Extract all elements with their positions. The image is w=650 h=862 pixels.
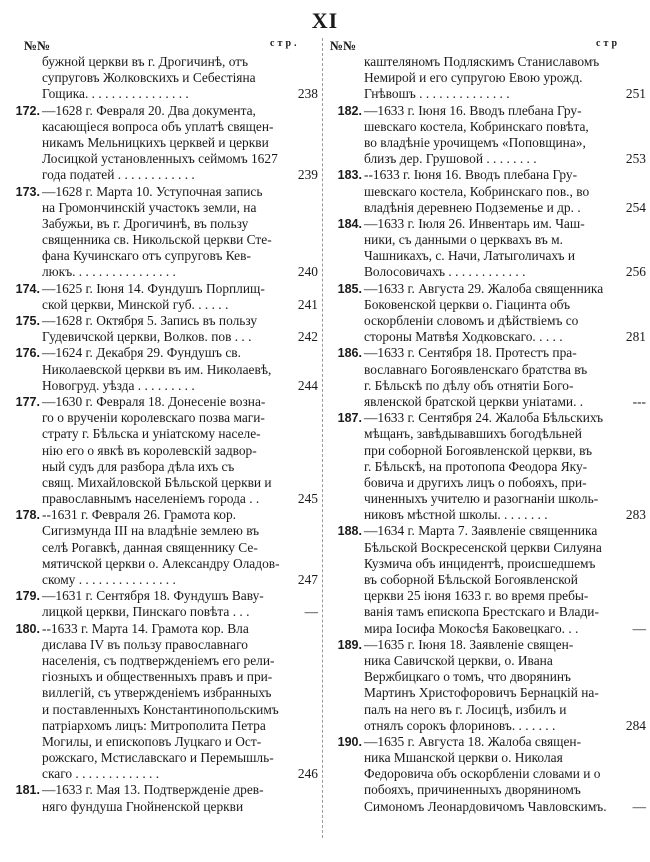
entry-line: Чашникахъ, с. Начи, Латыголичахъ и (364, 248, 576, 264)
entry-text (42, 54, 282, 103)
entry-line: и поставленныхъ Константинопольскимъ (42, 701, 279, 717)
entry-line: —1628 г. Марта 10. Уступочная запись (42, 183, 263, 199)
toc-entry (6, 507, 318, 588)
entry-number: 186. (337, 346, 362, 361)
entry-line: Федоровича объ оскорбленіи словами и о (364, 766, 601, 782)
entry-line: явленской братской церкви уніатами. . (364, 393, 584, 409)
toc-entry (328, 734, 646, 815)
entry-line: палъ на него въ г. Лосицѣ, избилъ и (364, 701, 567, 717)
right-page-header: стр (596, 38, 621, 49)
entry-line: стороны Матвѣя Ходковскаго. . . . . (364, 329, 563, 345)
entry-text (42, 313, 282, 345)
entry-line: никовъ мѣстной школы. . . . . . . . (364, 507, 548, 523)
entry-page-number: 256 (625, 264, 646, 280)
entry-line: Лосицкой установленныхъ сеймомъ 1627 (42, 151, 278, 167)
toc-entry (328, 216, 646, 281)
entry-text (42, 281, 282, 313)
entry-line: --1633 г. Марта 14. Грамота кор. Вла (42, 620, 249, 636)
entry-line: Вержбицкаго о томъ, что дворянинъ (364, 669, 571, 685)
entry-line: церкви 25 іюня 1633 г. во время пребы- (364, 588, 589, 604)
entry-page-number: 281 (625, 329, 646, 345)
entry-line: патріархомъ лицъ: Митрополита Петра (42, 717, 266, 733)
entry-line: Немирой и его супругою Евою урожд. (364, 70, 583, 86)
toc-entry (328, 54, 646, 103)
entry-line: скаго . . . . . . . . . . . . . (42, 766, 160, 782)
entry-number: 180. (15, 621, 40, 636)
entry-page-number: — (632, 620, 646, 636)
entry-line: Мартинъ Христофоровичъ Бернацкій на- (364, 685, 599, 701)
toc-entry (328, 345, 646, 410)
entry-line: ванія тамъ епископа Брестскаго и Влади- (364, 604, 599, 620)
entry-line: нію его о явкѣ въ королевскій задвор- (42, 442, 257, 458)
entry-number: 187. (337, 411, 362, 426)
toc-entry (328, 167, 646, 216)
left-page-header: стр. (270, 38, 300, 49)
toc-entry (6, 54, 318, 103)
toc-entry (6, 394, 318, 507)
entry-text (364, 637, 608, 734)
entry-number: 172. (15, 103, 40, 118)
entry-text (364, 54, 608, 103)
entry-line: скому . . . . . . . . . . . . . . . (42, 572, 176, 587)
entry-page-number: — (632, 798, 646, 814)
entry-line: люкъ. . . . . . . . . . . . . . . . (42, 264, 176, 280)
entry-line: Бѣльской Воскресенской церкви Силуяна (364, 539, 602, 555)
entry-line: супруговъ Жолковскихъ и Себестіяна (42, 70, 256, 86)
entry-line: —1633 г. Августа 29. Жалоба священника (364, 280, 604, 296)
entry-number: 183. (337, 168, 362, 183)
entry-number: 179. (15, 589, 40, 604)
entry-text (42, 184, 282, 281)
entry-line: шевскаго костела, Кобринскаго пов., во (364, 183, 590, 199)
entry-line: —1633 г. Мая 13. Подтвержденіе древ- (42, 782, 264, 798)
entry-number: 188. (337, 524, 362, 539)
entry-line: —1630 г. Февраля 18. Донесеніе возна- (42, 393, 266, 409)
entry-number: 184. (337, 216, 362, 231)
entry-number: 182. (337, 103, 362, 118)
entry-text (42, 621, 282, 783)
entry-line: ника Мшанской церкви о. Николая (364, 750, 563, 766)
entry-line: ской церкви, Минской губ. . . . . . (42, 296, 229, 312)
entry-text (364, 523, 608, 636)
entry-line: —1635 г. Августа 18. Жалоба священ- (364, 733, 582, 749)
entry-number: 189. (337, 637, 362, 652)
entry-line: ника Савичской церкви, о. Ивана (364, 652, 553, 668)
entry-number: 174. (15, 281, 40, 296)
toc-entry (6, 281, 318, 313)
entry-text (364, 103, 608, 168)
entry-line: Гудевичской церкви, Волков. пов . . . (42, 329, 252, 345)
toc-entry (6, 588, 318, 620)
entry-line: Боковенской церкви о. Гіацинта объ (364, 296, 571, 312)
entry-line: —1628 г. Октября 5. Запись въ пользу (42, 313, 258, 328)
entry-page-number: 247 (297, 571, 318, 587)
toc-entry (6, 782, 318, 814)
entry-line: Забужьи, въ г. Дрогичинѣ, въ пользу (42, 215, 249, 231)
entry-page-number: 251 (625, 86, 646, 102)
entry-line: го о врученіи королевскаго позва маги- (42, 410, 265, 426)
entry-line: свящ. Михайловской Бѣльской церкви и (42, 474, 272, 490)
entry-line: страту г. Бѣльска и уніатскому населе- (42, 426, 261, 442)
toc-entry (6, 345, 318, 394)
entry-text (42, 345, 282, 394)
entry-line: близъ дер. Грушовой . . . . . . . . (364, 151, 537, 167)
entry-number: 175. (15, 314, 40, 328)
entry-line: селѣ Рогавкѣ, данная священнику Се- (42, 539, 258, 555)
entry-line: виллегій, съ утвержденіемъ избранныхъ (42, 685, 272, 701)
column-divider (322, 38, 323, 838)
entry-line: фана Кучинскаго отъ супруговъ Кев- (42, 248, 251, 264)
entry-text (364, 345, 608, 410)
entry-line: на Громончинскій участокъ земли, на (42, 199, 257, 215)
entry-line: ный судъ для разбора дѣла ихъ съ (42, 458, 235, 474)
entry-page-number: 242 (297, 329, 318, 345)
entry-line: никамъ Мельницкихъ церквей и церкви (42, 134, 269, 150)
entry-line: вославнаго Богоявленскаго братства въ (364, 361, 588, 377)
entry-page-number: 254 (625, 199, 646, 215)
entry-line: владѣнія деревнею Подземенье и др. . (364, 199, 581, 215)
entry-line: —1631 г. Сентября 18. Фундушъ Ваву- (42, 588, 264, 604)
toc-entry (328, 523, 646, 636)
entry-line: —1628 г. Февраля 20. Два документа, (42, 102, 256, 118)
entry-text (364, 410, 608, 523)
left-number-header: №№ (24, 38, 51, 53)
entry-line: —1624 г. Декабря 29. Фундушъ св. (42, 345, 241, 361)
entry-line: —1633 г. Сентября 18. Протестъ пра- (364, 345, 577, 361)
entry-text (364, 734, 608, 815)
entry-line: Кузмича объ инцидентѣ, происшедшемъ (364, 555, 596, 571)
toc-entry (6, 184, 318, 281)
entry-text (42, 588, 282, 620)
entry-page-number: 245 (297, 491, 318, 507)
entry-line: дислава IV въ пользу православнаго (42, 636, 248, 652)
entry-line: —1633 г. Іюля 26. Инвентарь им. Чаш- (364, 215, 585, 231)
entry-text (364, 216, 608, 281)
toc-entry (328, 410, 646, 523)
entry-line: Гнѣвошъ . . . . . . . . . . . . . . (364, 86, 510, 102)
entry-line: лицкой церкви, Пинскаго повѣта . . . (42, 604, 250, 620)
entry-line: —1634 г. Марта 7. Заявленіе священника (364, 523, 598, 539)
entry-line: —1633 г. Сентября 24. Жалоба Бѣльскихъ (364, 410, 604, 426)
entry-page-number: 246 (297, 766, 318, 782)
right-column (328, 54, 646, 815)
entry-line: Симономъ Леонардовичомъ Чавловскимъ. (364, 798, 607, 814)
entry-line: гіозныхъ и общественныхъ правъ и при- (42, 669, 273, 685)
entry-line: оскорбленіи словомъ и дѣйствіемъ со (364, 313, 579, 328)
entry-line: ники, съ данными о церквахъ въ м. (364, 232, 563, 248)
entry-page-number: 238 (297, 86, 318, 102)
toc-entry (328, 281, 646, 346)
entry-line: бужной церкви въ г. Дрогичинѣ, отъ (42, 54, 249, 69)
entry-text (42, 394, 282, 507)
entry-line: —1625 г. Іюня 14. Фундушъ Порплищ- (42, 280, 265, 296)
entry-line: мира Іосифа Мокосѣя Баковецкаго. . . (364, 620, 579, 636)
entry-line: --1631 г. Февраля 26. Грамота кор. (42, 507, 236, 523)
entry-line: Могилы, и епископовъ Луцкаго и Ост- (42, 733, 262, 749)
entry-number: 173. (15, 184, 40, 199)
toc-entry (6, 103, 318, 184)
toc-entry (328, 637, 646, 734)
entry-page-number: 241 (297, 296, 318, 312)
entry-line: года податей . . . . . . . . . . . . (42, 167, 195, 183)
entry-line: г. Бѣльскѣ по дѣлу объ отнятіи Бого- (364, 377, 574, 393)
entry-page-number: 240 (297, 264, 318, 280)
entry-line: шевскаго костела, Кобринскаго повѣта, (364, 118, 589, 134)
entry-text (364, 167, 608, 216)
entry-text (42, 507, 282, 588)
entry-number: 178. (15, 508, 40, 523)
entry-line: отнялъ сорокъ флориновъ. . . . . . . (364, 717, 556, 733)
entry-line: мятичской церкви о. Александру Оладов- (42, 555, 280, 571)
entry-line: побояхъ, причиненныхъ дворяниномъ (364, 782, 581, 798)
page-number: XI (311, 8, 339, 33)
entry-line: мѣщанъ, завѣдывавшихъ богодѣльней (364, 426, 582, 442)
entry-page-number: 244 (297, 377, 318, 393)
entry-line: священника св. Никольской церкви Сте- (42, 232, 272, 248)
entry-text (42, 782, 282, 814)
entry-page-number: 239 (297, 167, 318, 183)
entry-text (42, 103, 282, 184)
entry-line: Сигизмунда III на владѣніе землею въ (42, 523, 260, 539)
entry-number: 190. (337, 734, 362, 749)
entry-page-number: 284 (625, 717, 646, 733)
entry-line: —1635 г. Іюня 18. Заявленіе священ- (364, 636, 574, 652)
entry-line: православнымъ населеніемъ города . . (42, 491, 260, 507)
entry-line: Новогруд. уѣзда . . . . . . . . . (42, 377, 195, 393)
left-column (6, 54, 318, 815)
entry-line: въ соборной Бѣльской Богоявленской (364, 572, 578, 587)
entry-line: каштеляномъ Подляскимъ Станиславомъ (364, 54, 600, 69)
entry-number: 176. (15, 346, 40, 361)
entry-line: Волосовичахъ . . . . . . . . . . . . (364, 264, 526, 280)
entry-number: 185. (337, 281, 362, 296)
entry-line: при соборной Богоявленской церкви, въ (364, 442, 593, 458)
entry-line: чиненныхъ учителю и разогнаніи школь- (364, 491, 599, 507)
entry-line: рожскаго, Мстиславскаго и Перемышль- (42, 750, 274, 766)
entry-page-number: — (304, 604, 318, 620)
entry-line: касающіеся вопроса объ уплатѣ священ- (42, 118, 274, 134)
entry-line: г. Бѣльскѣ, на протопопа Феодора Яку- (364, 458, 588, 474)
entry-number: 177. (15, 394, 40, 409)
entry-number: 181. (15, 783, 40, 798)
entry-line: бовича и другихъ лицъ о побояхъ, при- (364, 474, 587, 490)
entry-text (364, 281, 608, 346)
entry-line: Гощика. . . . . . . . . . . . . . . . (42, 86, 189, 102)
entry-line: населенія, съ подтвержденіемъ его рели- (42, 652, 275, 668)
entry-line: —1633 г. Іюня 16. Вводъ плебана Гру- (364, 102, 582, 118)
entry-page-number: 283 (625, 507, 646, 523)
toc-entry (6, 313, 318, 345)
toc-entry (6, 621, 318, 783)
entry-line: Николаевской церкви въ им. Николаевѣ, (42, 361, 272, 377)
entry-line: --1633 г. Іюня 16. Вводъ плебана Гру- (364, 167, 578, 183)
right-number-header: №№ (330, 38, 357, 53)
toc-entry (328, 103, 646, 168)
entry-line: няго фундуша Гнойненской церкви (42, 798, 244, 814)
entry-page-number: 253 (625, 151, 646, 167)
entry-page-number: --- (632, 393, 646, 409)
entry-line: во владѣніе урочищемъ «Поповщина», (364, 134, 586, 150)
